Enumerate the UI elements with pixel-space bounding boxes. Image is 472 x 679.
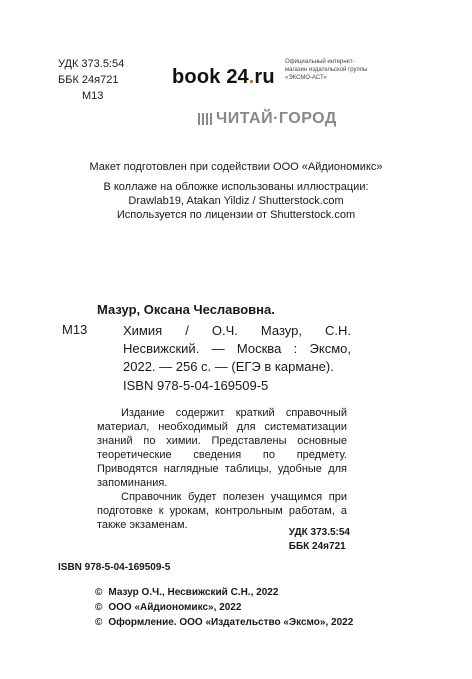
top-classification-codes: [58, 56, 124, 104]
annotation-paragraph: Издание содержит краткий справочный материал, необходимый для систематизации знаний по химии. Представлены основные теоретические сведения по предмету. Приводятся наглядные таблицы, удобные для запоминания.: [97, 407, 347, 489]
annotation: [97, 406, 347, 532]
bibliographic-description: Химия / О.Ч. Мазур, С.Н. Несвижский. — Москва : Эксмо, 2022. — 256 с. — (ЕГЭ в кармане).: [123, 323, 351, 374]
copyright-icon: ©: [95, 602, 103, 613]
author-heading: Мазур, Оксана Чеславовна.: [97, 302, 275, 317]
cover-credit-line: В коллаже на обложке использованы иллюстрации:: [103, 181, 369, 193]
book24-logo: book 24.ru: [172, 66, 275, 88]
annotation-codes: [289, 526, 350, 554]
copyright-line: © Мазур О.Ч., Несвижский С.Н., 2022: [95, 587, 279, 598]
author-mark: М13: [82, 90, 104, 102]
chitai-gorod-bars-icon: [198, 113, 212, 125]
author-mark: М13: [62, 322, 88, 337]
udk-code: УДК 373.5:54: [58, 58, 125, 70]
layout-credit: Макет подготовлен при содействии ООО «Айдиономикс»: [89, 161, 383, 173]
udk-code: УДК 373.5:54: [288, 527, 350, 538]
copyright-icon: ©: [95, 587, 103, 598]
bbk-code: ББК 24я721: [58, 74, 119, 86]
chitai-gorod-logo: ЧИТАЙ·ГОРОД: [198, 110, 337, 128]
copyright-line: © ООО «Айдиономикс», 2022: [95, 602, 242, 613]
copyright-icon: ©: [95, 617, 103, 628]
isbn: ISBN 978-5-04-169509-5: [123, 378, 269, 393]
annotation-paragraph: Справочник будет полезен учащимся при подготовке к урокам, контрольным работам, а также экзаменам.: [97, 491, 347, 531]
cover-credit-line: Используется по лицензии от Shutterstock.com: [116, 209, 356, 221]
cover-credits: [40, 180, 432, 222]
isbn-footer: ISBN 978-5-04-169509-5: [58, 562, 171, 573]
copyright-line: © Оформление. ООО «Издательство «Эксмо», 2022: [95, 617, 354, 628]
book24-tagline: Официальный интернет-магазин издательской группы «ЭКСМО-АСТ»: [285, 59, 368, 81]
bbk-code: ББК 24я721: [288, 541, 346, 552]
cover-credit-line: Drawlab19, Atakan Yildiz / Shutterstock.com: [128, 195, 344, 207]
copyright-block: [95, 585, 353, 630]
